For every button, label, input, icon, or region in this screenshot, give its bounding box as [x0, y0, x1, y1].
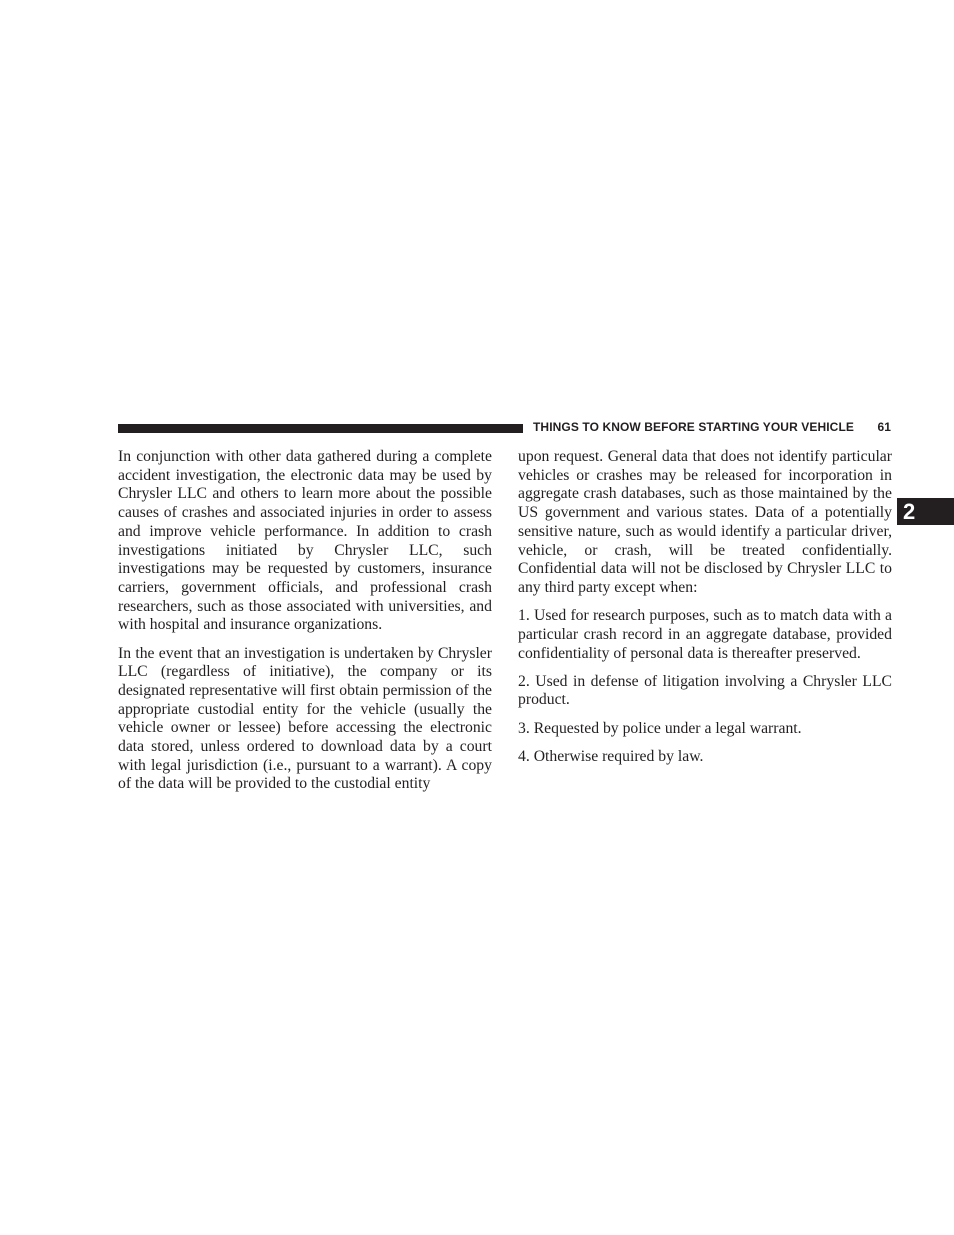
running-header — [533, 420, 891, 434]
left-column — [118, 448, 492, 804]
list-item: 2. Used in defense of litigation involving a Chrysler LLC product. — [518, 672, 892, 709]
chapter-tab — [897, 498, 954, 525]
paragraph: In conjunction with other data gathered during a complete accident investigation, the electronic data may be used by Chrysler LLC and others to learn more about the possible causes of crashes and associated injuries in order to assess and improve vehicle performance. In addition to crash investigations initiated by Chrysler LLC, such investigations may be requested by customers, insurance carriers, government officials, and professional crash researchers, such as those associated with universities, and with hospital and insurance organizations. — [118, 448, 492, 634]
paragraph: upon request. General data that does not identify particular vehicles or crashes may be released for incorporation in aggregate crash databases, such as those maintained by the US government and various states. Data of a potentially sensitive nature, such as would identify a particular driver, vehicle, or crash, will be treated confidentially. Confidential data will not be disclosed by Chrysler LLC to any third party except when: — [518, 448, 892, 596]
right-column — [518, 448, 892, 776]
section-title: THINGS TO KNOW BEFORE STARTING YOUR VEHICLE — [533, 420, 854, 434]
list-item: 4. Otherwise required by law. — [518, 747, 704, 765]
paragraph: In the event that an investigation is undertaken by Chrysler LLC (regardless of initiative), the company or its designated representative will first obtain permission of the appropriate custodial entity for the vehicle (usually the vehicle owner or lessee) before accessing the electronic data stored, unless ordered to download data by a court with legal jurisdiction (i.e., pursuant to a warrant). A copy of the data will be provided to the custodial entity — [118, 644, 492, 793]
list-item: 3. Requested by police under a legal warrant. — [518, 719, 802, 737]
page-number: 61 — [877, 420, 891, 434]
chapter-number: 2 — [903, 499, 916, 524]
header-rule — [118, 424, 523, 433]
list-item: 1. Used for research purposes, such as to match data with a particular crash record in an aggregate database, provided confidentiality of personal data is thereafter preserved. — [518, 607, 892, 662]
